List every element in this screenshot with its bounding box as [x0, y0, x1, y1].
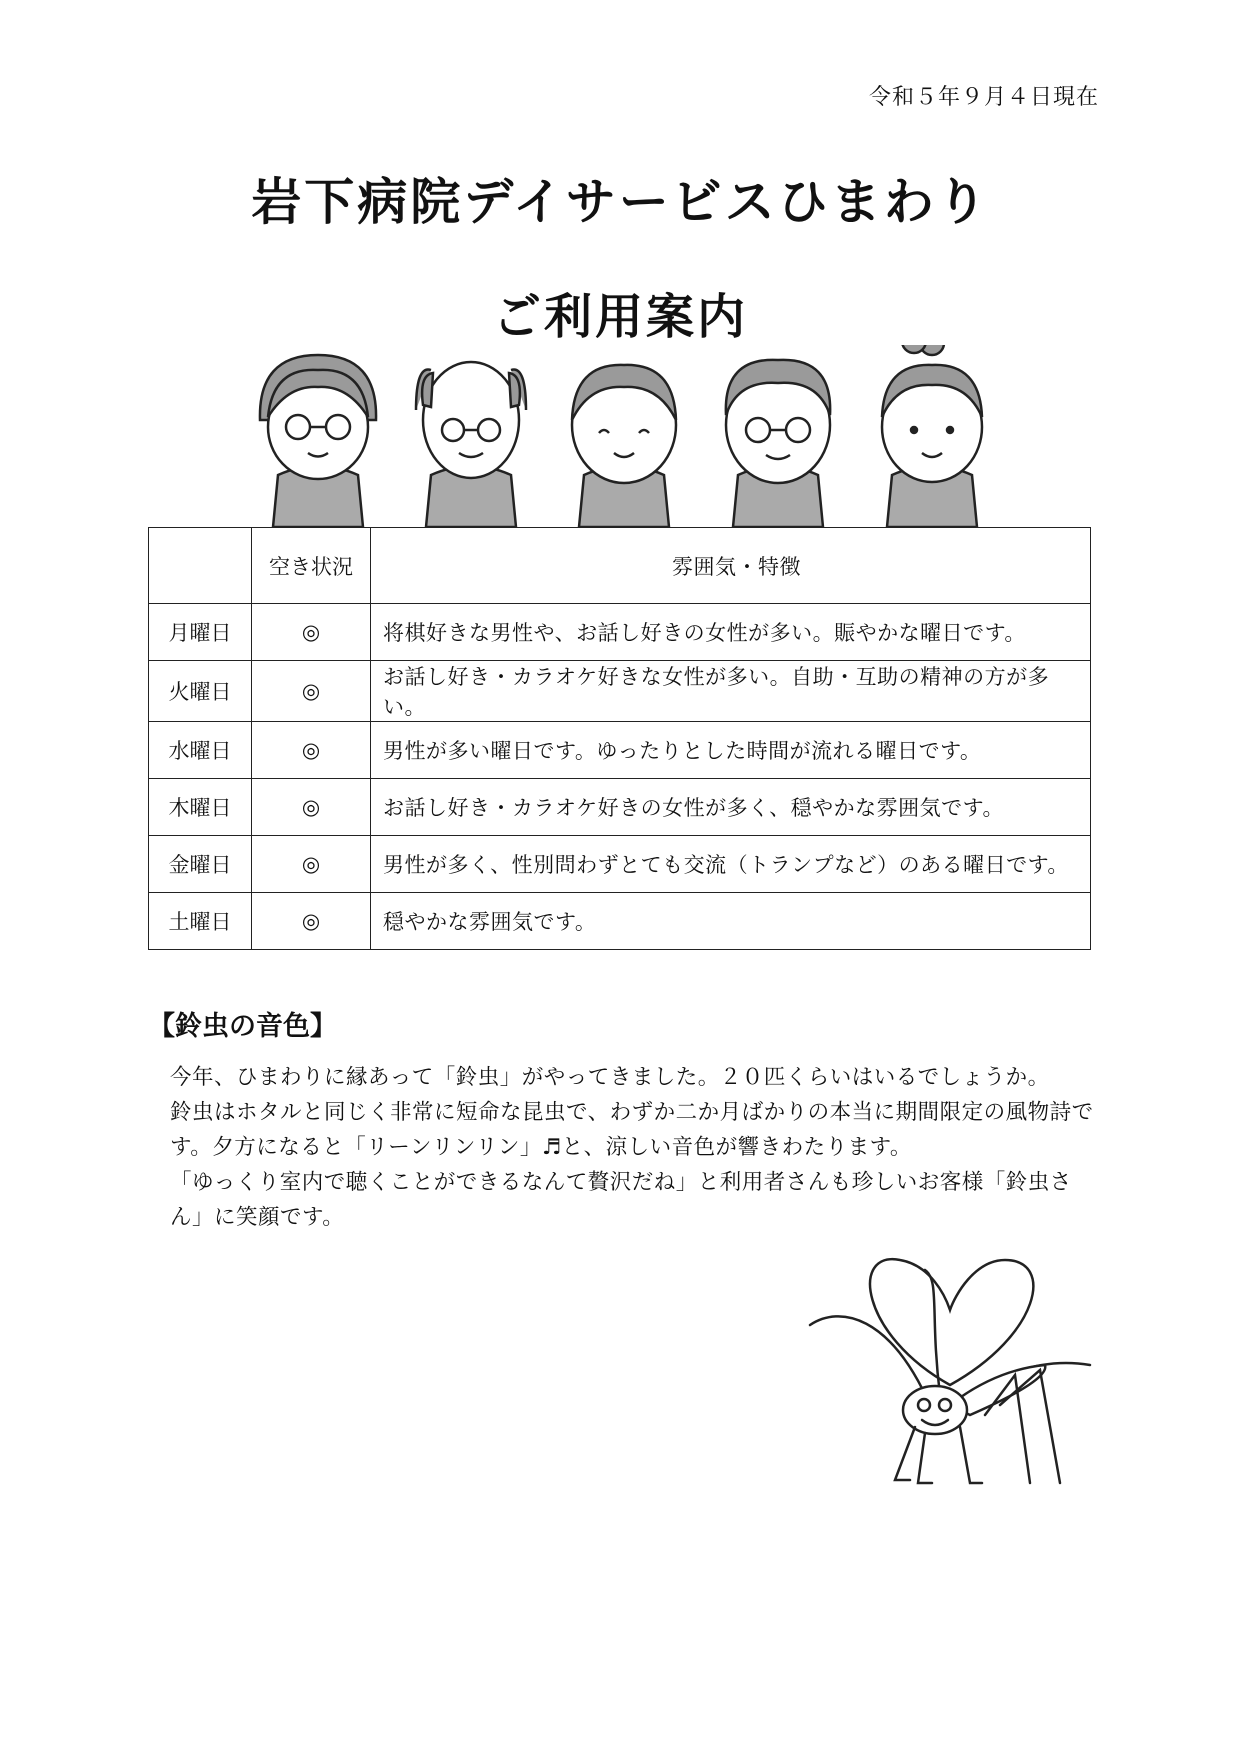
availability-cell: ◎: [252, 604, 371, 661]
table-row: [149, 661, 1091, 722]
elderly-group-illustration: [250, 345, 1010, 527]
table-row: [149, 604, 1091, 661]
day-cell: 水曜日: [149, 722, 252, 779]
availability-cell: ◎: [252, 661, 371, 722]
day-cell: 月曜日: [149, 604, 252, 661]
person-3: [572, 365, 676, 527]
table-header-row: [149, 528, 1091, 604]
cricket-heart-illustration: [800, 1255, 1100, 1485]
availability-cell: ◎: [252, 779, 371, 836]
day-cell: 土曜日: [149, 893, 252, 950]
table-row: [149, 893, 1091, 950]
paragraph-line: 今年、ひまわりに縁あって「鈴虫」がやってきました。２０匹くらいはいるでしょうか。: [170, 1065, 1050, 1090]
header-availability: 空き状況: [252, 528, 371, 604]
day-cell: 火曜日: [149, 661, 252, 722]
availability-cell: ◎: [252, 893, 371, 950]
schedule-table: [148, 527, 1091, 950]
section-body: [170, 1060, 1100, 1235]
paragraph-line: 「ゆっくり室内で聴くことができるなんて贅沢だね」と利用者さんも珍しいお客様「鈴虫さん」に笑顔です。: [170, 1170, 1072, 1230]
description-cell: お話し好き・カラオケ好きな女性が多い。自助・互助の精神の方が多い。: [371, 661, 1091, 722]
page-title: 岩下病院デイサービスひまわり: [251, 172, 990, 231]
day-cell: 金曜日: [149, 836, 252, 893]
description-cell: 男性が多い曜日です。ゆったりとした時間が流れる曜日です。: [371, 722, 1091, 779]
description-cell: 男性が多く、性別問わずとても交流（トランプなど）のある曜日です。: [371, 836, 1091, 893]
description-cell: お話し好き・カラオケ好きの女性が多く、穏やかな雰囲気です。: [371, 779, 1091, 836]
paragraph-line: 鈴虫はホタルと同じく非常に短命な昆虫で、わずか二か月ばかりの本当に期間限定の風物詩です。夕方になると「リーンリンリン」♬と、涼しい音色が響きわたります。: [170, 1100, 1094, 1160]
table-row: [149, 779, 1091, 836]
availability-cell: ◎: [252, 722, 371, 779]
person-1: [260, 355, 376, 527]
person-5: [882, 345, 982, 527]
page-subtitle: ご利用案内: [492, 289, 748, 345]
person-4: [726, 360, 830, 527]
date-label: 令和５年９月４日現在: [868, 85, 1099, 110]
description-cell: 穏やかな雰囲気です。: [371, 893, 1091, 950]
header-day: [149, 528, 252, 604]
availability-cell: ◎: [252, 836, 371, 893]
header-description: 雰囲気・特徴: [371, 528, 1091, 604]
description-cell: 将棋好きな男性や、お話し好きの女性が多い。賑やかな曜日です。: [371, 604, 1091, 661]
section-heading: 【鈴虫の音色】: [148, 1011, 337, 1042]
person-2: [416, 362, 526, 527]
day-cell: 木曜日: [149, 779, 252, 836]
table-row: [149, 836, 1091, 893]
table-row: [149, 722, 1091, 779]
